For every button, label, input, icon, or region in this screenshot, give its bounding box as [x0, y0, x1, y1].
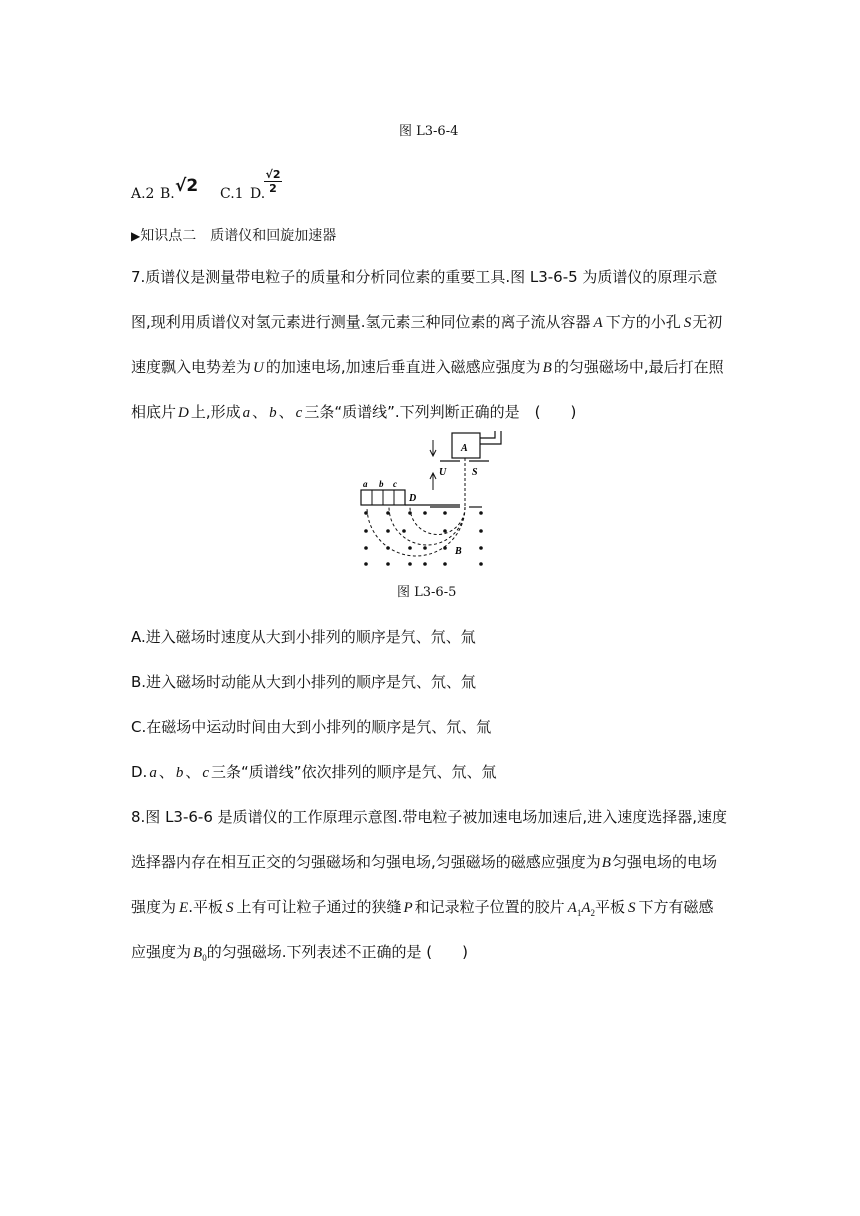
q8-line-4	[131, 941, 468, 963]
text: 三条“质谱线”.下列判断正确的是 ( )	[304, 403, 577, 421]
q6-option-c: C.1	[220, 186, 244, 202]
magnetic-field-dots	[364, 511, 483, 566]
var-a2: A	[581, 900, 591, 916]
subscript: 2	[590, 908, 596, 918]
var-a1: A	[567, 900, 577, 916]
subscript: 0	[202, 953, 207, 963]
figure-caption-l3-6-4: 图 L3-6-4	[399, 124, 459, 139]
q6-option-d: D.	[250, 186, 266, 202]
q7-line-2	[131, 311, 722, 332]
q7-option-a: A.进入磁场时速度从大到小排列的顺序是氕、氘、氚	[131, 628, 476, 646]
label-u: U	[439, 467, 447, 478]
text: 、	[185, 763, 201, 781]
label-a-lower: a	[363, 479, 368, 489]
text: 三条“质谱线”依次排列的顺序是氕、氘、氚	[211, 763, 497, 781]
text: 下方有磁感	[638, 898, 714, 916]
text: 、	[278, 403, 294, 421]
text: 的匀强磁场.下列表述不正确的是 ( )	[206, 943, 468, 961]
text: 应强度为	[131, 943, 192, 961]
var-s: S	[683, 315, 692, 331]
q7-option-b: B.进入磁场时动能从大到小排列的顺序是氕、氘、氚	[131, 673, 477, 691]
subscript: 1	[576, 908, 582, 918]
var-s: S	[628, 900, 636, 916]
q7-option-d	[131, 761, 497, 782]
q7-line-1: 7.质谱仪是测量带电粒子的质量和分析同位素的重要工具.图 L3-6-5 为质谱仪的原理示意	[131, 268, 718, 286]
text: 相底片	[131, 403, 177, 421]
q7-line-3	[131, 356, 724, 377]
label-b-field: B	[455, 546, 462, 557]
q7-option-c: C.在磁场中运动时间由大到小排列的顺序是氕、氘、氚	[131, 718, 492, 736]
q6-option-b-value: √2	[175, 176, 199, 196]
label-b-lower: b	[379, 479, 384, 489]
text: 、	[158, 763, 174, 781]
var-c-lower: c	[202, 765, 210, 781]
var-c-lower: c	[295, 405, 303, 421]
var-b: B	[601, 855, 611, 871]
text: 的加速电场,加速后垂直进入磁感应强度为	[265, 358, 541, 376]
text: 和记录粒子位置的胶片	[414, 898, 565, 916]
text: 无初	[692, 313, 723, 331]
text: 、	[252, 403, 268, 421]
var-a: A	[593, 315, 603, 331]
var-b-lower: b	[175, 765, 184, 781]
section-header	[131, 225, 336, 245]
figure-caption-l3-6-5: 图 L3-6-5	[397, 585, 457, 600]
label-s: S	[472, 467, 478, 478]
text: 下方的小孔	[605, 313, 681, 331]
var-b-lower: b	[269, 405, 277, 421]
section-title: 知识点二 质谱仪和回旋加速器	[140, 228, 337, 244]
q6-option-a: A.2	[131, 186, 155, 202]
text: 强度为	[131, 898, 177, 916]
var-a-lower: a	[242, 405, 251, 421]
trajectory-c	[410, 507, 465, 534]
text: 选择器内存在相互正交的匀强磁场和匀强电场,匀强磁场的磁感应强度为	[131, 853, 601, 871]
section-marker-icon: ▶	[131, 229, 141, 243]
mass-spectrometer-diagram	[355, 428, 505, 573]
label-a-upper: A	[461, 443, 468, 454]
label-c-lower: c	[393, 479, 397, 489]
var-p: P	[403, 900, 413, 916]
var-u: U	[253, 360, 264, 376]
var-s: S	[225, 900, 234, 916]
var-d: D	[178, 405, 189, 421]
q7-line-4	[131, 401, 576, 422]
label-d: D	[409, 493, 417, 504]
trajectory-b	[389, 507, 465, 545]
text: 上,形成	[190, 403, 241, 421]
text: 平板	[595, 898, 626, 916]
q8-line-2	[131, 851, 717, 872]
inlet-pipe	[480, 431, 501, 444]
var-e: E	[179, 900, 189, 916]
text: 的匀强磁场中,最后打在照	[553, 358, 724, 376]
var-a-lower: a	[149, 765, 157, 781]
text: .平板	[188, 898, 223, 916]
text: 上有可让粒子通过的狭缝	[236, 898, 402, 916]
var-b: B	[542, 360, 552, 376]
q8-line-3	[131, 896, 714, 918]
text: D.	[131, 763, 148, 781]
fraction-numerator: √2	[265, 168, 281, 181]
text: 速度飘入电势差为	[131, 358, 252, 376]
q8-line-1: 8.图 L3-6-6 是质谱仪的工作原理示意图.带电粒子被加速电场加速后,进入速度选择器,速度	[131, 808, 727, 826]
text: 图,现利用质谱仪对氢元素进行测量.氢元素三种同位素的离子流从容器	[131, 313, 591, 331]
q6-option-d-fraction	[264, 168, 282, 195]
var-b0: B	[193, 945, 203, 961]
text: 匀强电场的电场	[611, 853, 717, 871]
fraction-denominator: 2	[269, 182, 277, 195]
q6-option-b: B.	[160, 186, 175, 202]
